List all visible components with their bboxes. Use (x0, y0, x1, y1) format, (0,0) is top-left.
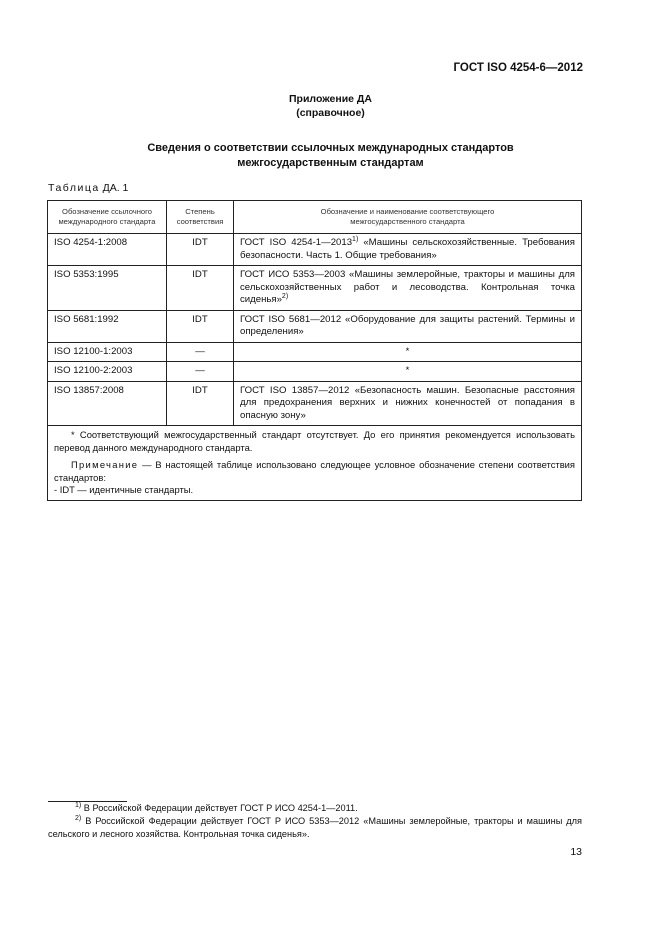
footnote-marker: 1) (75, 802, 82, 809)
footnote-1 (48, 802, 582, 815)
row-name: ГОСТ ISO 13857—2012 «Безопасность машин. Безопасные расстояния для предохранения верхних и нижних конечностей от попадания в опасную зону» (234, 381, 582, 426)
row-degree: IDT (167, 310, 234, 342)
row-name (234, 266, 582, 311)
row-degree: — (167, 362, 234, 382)
header-code-line2: международного стандарта (58, 217, 156, 226)
header-degree-line1: Степень (185, 207, 215, 216)
footnote-2 (48, 815, 582, 841)
footnote-marker: 2) (75, 815, 82, 822)
remark-text: — В настоящей таблице использовано следующее условное обозначение степени соответствия стандартов: (54, 459, 575, 483)
row-degree: IDT (167, 381, 234, 426)
header-name (234, 201, 582, 234)
header-code-line1: Обозначение ссылочного (62, 207, 152, 216)
table-header-row (48, 201, 582, 234)
table-row (48, 266, 582, 311)
footnotes (48, 802, 582, 841)
correspondence-table (47, 200, 582, 501)
header-degree-line2: соответствия (176, 217, 224, 226)
row-code: ISO 12100-1:2003 (48, 342, 167, 362)
row-code: ISO 5353:1995 (48, 266, 167, 311)
row-name: * (234, 362, 582, 382)
row-name-text: ГОСТ ISO 4254-1—2013 (240, 237, 353, 248)
section-title (0, 141, 661, 171)
table-row (48, 381, 582, 426)
header-name-line1: Обозначение и наименование соответствующего (320, 207, 495, 216)
footnote-text: В Российской Федерации действует ГОСТ Р ИСО 4254-1—2011. (81, 803, 358, 813)
annex-heading (0, 92, 661, 120)
row-code: ISO 4254-1:2008 (48, 234, 167, 266)
remark-label: Примечание (71, 459, 139, 470)
table-row (48, 234, 582, 266)
row-code: ISO 13857:2008 (48, 381, 167, 426)
footnote-ref: 2) (281, 293, 289, 300)
row-name: * (234, 342, 582, 362)
document-code: ГОСТ ISO 4254-6—2012 (453, 62, 583, 74)
row-name-text-cont: «Машины сельскохозяйственные. Требования безопасности. Часть 1. Общие требования» (240, 237, 575, 261)
row-code: ISO 12100-2:2003 (48, 362, 167, 382)
table-row (48, 310, 582, 342)
page-number: 13 (570, 846, 582, 858)
table-caption-label: Таблица (48, 182, 100, 194)
table-row (48, 362, 582, 382)
header-name-line2: межгосударственного стандарта (350, 217, 465, 226)
row-name-text: ГОСТ ИСО 5353—2003 «Машины землеройные, тракторы и машины для сельскохозяйственных работ и лесоводства. Контрольная точка сиденья» (240, 269, 575, 305)
table-caption-number: ДА. 1 (102, 182, 129, 194)
asterisk-note: * Соответствующий межгосударственный стандарт отсутствует. До его принятия рекомендуется использовать перевод данного международного стандарта. (54, 429, 575, 453)
header-code (48, 201, 167, 234)
annex-title: Приложение ДА (289, 93, 372, 105)
header-degree (167, 201, 234, 234)
idt-definition: - IDT — идентичные стандарты. (54, 484, 194, 495)
section-title-line2: межгосударственным стандартам (237, 157, 424, 169)
table-notes (48, 426, 582, 501)
row-degree: — (167, 342, 234, 362)
table-row (48, 342, 582, 362)
footnote-text: В Российской Федерации действует ГОСТ Р ИСО 5353—2012 «Машины землеройные, тракторы и машины для сельского и лесного хозяйства. Контрольная точка сиденья». (48, 816, 582, 839)
row-degree: IDT (167, 234, 234, 266)
row-name: ГОСТ ISO 5681—2012 «Оборудование для защиты растений. Термины и определения» (234, 310, 582, 342)
row-degree: IDT (167, 266, 234, 311)
remark (54, 459, 575, 484)
row-code: ISO 5681:1992 (48, 310, 167, 342)
section-title-line1: Сведения о соответствии ссылочных международных стандартов (147, 142, 514, 154)
row-name (234, 234, 582, 266)
table-caption (48, 182, 128, 194)
annex-subtitle: (справочное) (296, 107, 365, 119)
table-notes-row (48, 426, 582, 501)
footnote-ref: 1) (352, 236, 359, 243)
